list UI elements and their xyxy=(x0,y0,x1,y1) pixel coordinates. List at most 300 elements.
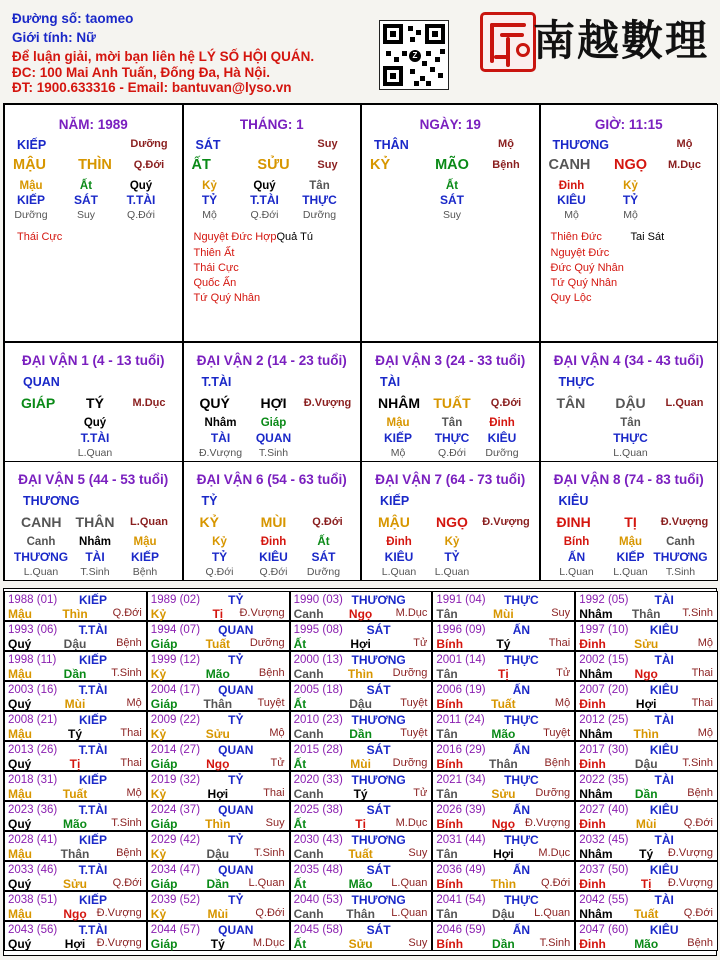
year-stem: Giáp xyxy=(150,637,178,651)
pillar-2[interactable] xyxy=(183,104,362,342)
year-cell[interactable] xyxy=(575,711,718,741)
year-cell[interactable] xyxy=(290,711,433,741)
header xyxy=(0,0,720,100)
year-cell[interactable] xyxy=(290,741,433,771)
year-cell[interactable] xyxy=(290,861,433,891)
hidden-stem: Kỷ xyxy=(212,536,227,548)
earthly-branch: THÂN xyxy=(75,514,115,530)
year-stem: Đinh xyxy=(579,817,606,831)
year-cell[interactable] xyxy=(290,651,433,681)
year-cell[interactable] xyxy=(432,861,575,891)
year-stage: Bệnh xyxy=(687,787,713,799)
year-cell[interactable] xyxy=(432,711,575,741)
year-cell[interactable] xyxy=(290,801,433,831)
year-branch: Dần xyxy=(492,937,515,951)
year-stem: Bính xyxy=(436,697,464,711)
year-cell[interactable] xyxy=(575,801,718,831)
year-label: 2008 (21) xyxy=(8,714,58,726)
year-label: 2040 (53) xyxy=(293,894,343,906)
year-ten-god: THƯƠNG xyxy=(351,893,406,907)
hidden-stem: Giáp xyxy=(260,417,287,429)
year-stage: Dưỡng xyxy=(392,667,428,679)
year-stage: Tử xyxy=(413,637,428,649)
year-cell[interactable] xyxy=(575,741,718,771)
year-branch: Tuất xyxy=(62,787,88,801)
year-stem: Kỷ xyxy=(150,787,167,801)
year-branch: Thân xyxy=(346,907,375,921)
year-stem: Tân xyxy=(436,727,458,741)
year-label: 2042 (55) xyxy=(579,894,629,906)
year-label: 2039 (52) xyxy=(150,894,201,906)
hidden-ten-god: KIẾP xyxy=(130,550,160,564)
year-cell[interactable] xyxy=(147,741,290,771)
year-stage: Suy xyxy=(551,607,571,619)
year-cell[interactable] xyxy=(147,891,290,921)
luck-title: ĐẠI VẬN 3 (24 - 33 tuổi) xyxy=(375,353,526,368)
hidden-stage: Suy xyxy=(76,209,96,221)
pillar-3[interactable] xyxy=(361,104,540,342)
year-branch: Ngọ xyxy=(206,757,230,771)
year-stage: Suy xyxy=(408,937,428,949)
ten-god-stem: SÁT xyxy=(195,138,221,152)
hidden-stage: Q.Đới xyxy=(127,209,155,221)
year-branch: Hợi xyxy=(635,697,657,711)
year-stem: Canh xyxy=(293,787,324,801)
year-ten-god: ẤN xyxy=(512,683,531,697)
year-cell[interactable] xyxy=(432,591,575,621)
year-cell[interactable] xyxy=(4,591,147,621)
hidden-stem: Ất xyxy=(317,536,330,548)
year-branch: Tý xyxy=(67,727,83,741)
year-ten-god: TỶ xyxy=(228,773,244,787)
hidden-stem: Tân xyxy=(309,180,330,192)
year-stage: Q.Đới xyxy=(112,877,142,889)
year-cell[interactable] xyxy=(147,591,290,621)
year-stage: Tuyệt xyxy=(400,697,428,709)
year-ten-god: KIÊU xyxy=(649,923,679,937)
year-stage: Thai xyxy=(263,787,285,799)
ten-god-stem: THÂN xyxy=(374,138,409,152)
year-branch: Dần xyxy=(63,667,87,681)
year-label: 2001 (14) xyxy=(436,654,486,666)
hidden-ten-god: KIẾP xyxy=(616,550,645,564)
hidden-stem: Quý xyxy=(253,180,276,192)
year-cell[interactable] xyxy=(4,621,147,651)
ten-god-stem: TÀI xyxy=(380,375,401,389)
year-label: 2047 (60) xyxy=(579,924,629,936)
luck-pillar-2[interactable] xyxy=(183,342,362,462)
year-cell[interactable] xyxy=(147,831,290,861)
star: Quy Lộc xyxy=(550,292,592,304)
luck-pillar-8[interactable] xyxy=(540,461,719,581)
hidden-ten-god: TỶ xyxy=(201,193,218,207)
hidden-stage: T.Sinh xyxy=(80,566,110,578)
year-label: 2046 (59) xyxy=(436,924,486,936)
year-label: 2004 (17) xyxy=(150,684,201,696)
luck-pillar-1[interactable] xyxy=(4,342,183,462)
year-label: 2044 (57) xyxy=(150,924,201,936)
hidden-stage: Dưỡng xyxy=(302,209,337,221)
year-stage: Tuyệt xyxy=(543,727,571,739)
year-ten-god: TÀI xyxy=(654,893,674,907)
hidden-stage: Dưỡng xyxy=(306,566,341,578)
life-stage: Mộ xyxy=(676,138,693,150)
year-branch: Dậu xyxy=(634,757,658,771)
year-stem: Kỷ xyxy=(150,607,167,621)
year-cell[interactable] xyxy=(575,651,718,681)
qr-code-icon[interactable]: Z xyxy=(379,20,449,90)
luck-pillar-7[interactable] xyxy=(361,461,540,581)
hidden-ten-god: T.TÀI xyxy=(126,193,156,207)
year-ten-god: SÁT xyxy=(366,623,391,637)
year-ten-god: KIÊU xyxy=(649,743,679,757)
year-branch: Sửu xyxy=(205,727,230,741)
hidden-stage: L.Quan xyxy=(613,447,648,459)
earthly-branch: SỬU xyxy=(257,157,290,173)
year-cell[interactable] xyxy=(4,771,147,801)
hidden-stage: Q.Đới xyxy=(250,209,279,221)
hidden-ten-god: TỶ xyxy=(211,550,228,564)
year-stage: Bệnh xyxy=(544,757,571,769)
hidden-ten-god: SÁT xyxy=(440,193,464,207)
luck-pillar-5[interactable] xyxy=(4,461,183,581)
year-cell[interactable] xyxy=(290,771,433,801)
year-cell[interactable] xyxy=(290,591,433,621)
year-ten-god: KIÊU xyxy=(649,803,679,817)
year-stem: Giáp xyxy=(150,757,178,771)
year-ten-god: T.TÀI xyxy=(78,683,108,697)
year-branch: Dậu xyxy=(63,637,87,651)
year-branch: Tý xyxy=(210,937,225,951)
year-stem: Ất xyxy=(293,937,307,951)
year-ten-god: KIẾP xyxy=(78,593,108,607)
year-stage: Thai xyxy=(120,727,142,739)
year-label: 1991 (04) xyxy=(436,594,486,606)
year-cell[interactable] xyxy=(4,801,147,831)
address: ĐC: 100 Mai Anh Tuấn, Đống Đa, Hà Nội. xyxy=(12,65,271,80)
hidden-stem: Tân xyxy=(441,417,463,429)
year-label: 1998 (11) xyxy=(8,654,57,666)
year-stem: Giáp xyxy=(150,937,178,951)
hidden-ten-god: THƯƠNG xyxy=(13,550,69,564)
year-stem: Mậu xyxy=(8,787,32,801)
year-ten-god: TỶ xyxy=(228,593,244,607)
year-branch: Thân xyxy=(203,697,233,711)
hidden-ten-god: THỰC xyxy=(613,431,648,445)
luck-pillar-3[interactable] xyxy=(361,342,540,462)
year-cell[interactable] xyxy=(432,771,575,801)
hidden-ten-god: KIẾP xyxy=(383,431,413,445)
hidden-stem: Kỷ xyxy=(444,536,460,548)
year-cell[interactable] xyxy=(4,741,147,771)
hidden-stem: Ất xyxy=(445,180,459,192)
year-cell[interactable] xyxy=(432,681,575,711)
year-stem: Nhâm xyxy=(579,727,613,741)
year-stem: Giáp xyxy=(150,877,178,891)
year-cell[interactable] xyxy=(290,921,433,951)
year-stem: Quý xyxy=(8,937,32,951)
year-cell[interactable] xyxy=(432,741,575,771)
year-cell[interactable] xyxy=(290,831,433,861)
year-label: 2003 (16) xyxy=(8,684,58,696)
year-ten-god: TỶ xyxy=(228,653,244,667)
year-cell[interactable] xyxy=(432,921,575,951)
year-ten-god: QUAN xyxy=(218,623,254,637)
year-stem: Quý xyxy=(8,817,32,831)
stage: Đ.Vượng xyxy=(660,516,709,528)
year-ten-god: TỶ xyxy=(228,833,244,847)
contact-note[interactable]: Để luận giải, mời bạn liên hệ LÝ SỐ HỘI QUÁN. xyxy=(12,49,315,64)
year-stage: Đ.Vượng xyxy=(667,877,713,889)
year-ten-god: SÁT xyxy=(366,803,391,817)
year-cell[interactable] xyxy=(575,831,718,861)
hidden-stem: Đinh xyxy=(558,180,585,192)
year-cell[interactable] xyxy=(4,861,147,891)
year-label: 2020 (33) xyxy=(293,774,343,786)
year-stage: Q.Đới xyxy=(540,877,571,889)
year-stage: Mộ xyxy=(126,787,142,799)
ten-god-stem: THƯƠNG xyxy=(23,494,80,508)
phone-email[interactable]: ĐT: 1900.633316 - Email: bantuvan@lyso.vn xyxy=(12,80,292,95)
year-stage: Thai xyxy=(691,667,713,679)
year-label: 2043 (56) xyxy=(8,924,58,936)
year-branch: Sửu xyxy=(62,877,88,891)
year-cell[interactable] xyxy=(575,681,718,711)
year-stem: Nhâm xyxy=(579,607,613,621)
stage: Q.Đới xyxy=(133,159,165,171)
year-stem: Nhâm xyxy=(579,787,613,801)
stage: M.Dục xyxy=(668,159,701,171)
year-label: 2021 (34) xyxy=(436,774,486,786)
year-stem: Canh xyxy=(293,907,324,921)
year-stage: Tử xyxy=(270,757,285,769)
hidden-stem: Đinh xyxy=(489,417,515,429)
year-label: 2012 (25) xyxy=(579,714,629,726)
heavenly-stem: QUÝ xyxy=(199,395,230,411)
pillar-4[interactable] xyxy=(540,104,719,342)
year-stem: Tân xyxy=(436,907,458,921)
year-stem: Đinh xyxy=(579,757,606,771)
year-label: 2035 (48) xyxy=(293,864,343,876)
year-cell[interactable] xyxy=(575,921,718,951)
year-cell[interactable] xyxy=(575,861,718,891)
year-stage: Q.Đới xyxy=(683,817,713,829)
luck-pillar-6[interactable] xyxy=(183,461,362,581)
chart-grid xyxy=(3,103,717,581)
year-label: 2002 (15) xyxy=(579,654,629,666)
year-cell[interactable] xyxy=(147,921,290,951)
year-cell[interactable] xyxy=(4,921,147,951)
year-ten-god: ẤN xyxy=(512,923,531,937)
year-stem: Ất xyxy=(293,757,307,771)
heavenly-stem: ẤT xyxy=(191,157,211,173)
ten-god-stem: TỶ xyxy=(201,494,218,508)
year-cell[interactable] xyxy=(575,591,718,621)
year-stem: Bính xyxy=(436,937,464,951)
year-cell[interactable] xyxy=(4,651,147,681)
year-stage: Suy xyxy=(265,817,285,829)
year-cell[interactable] xyxy=(4,831,147,861)
year-stem: Tân xyxy=(436,607,458,621)
year-stem: Canh xyxy=(293,727,324,741)
year-cell[interactable] xyxy=(290,891,433,921)
year-label: 1997 (10) xyxy=(579,624,629,636)
pillar-title: NĂM: 1989 xyxy=(58,117,128,132)
pillar-1[interactable] xyxy=(4,104,183,342)
year-branch: Hợi xyxy=(493,847,514,861)
year-cell[interactable] xyxy=(432,831,575,861)
year-branch: Dần xyxy=(349,727,372,741)
year-label: 2024 (37) xyxy=(150,804,201,816)
year-stem: Canh xyxy=(293,847,324,861)
year-cell[interactable] xyxy=(575,771,718,801)
year-stage: Mộ xyxy=(554,697,571,709)
year-stage: Mộ xyxy=(697,637,713,649)
hidden-ten-god: TÀI xyxy=(210,431,231,445)
year-cell[interactable] xyxy=(575,621,718,651)
earthly-branch: TUẤT xyxy=(433,395,471,411)
star: Nguyệt Đức Hợp xyxy=(193,231,277,243)
year-cell[interactable] xyxy=(432,891,575,921)
year-ten-god: T.TÀI xyxy=(78,803,108,817)
year-stem: Ất xyxy=(293,637,307,651)
earthly-branch: DẬU xyxy=(615,395,646,411)
year-cell[interactable] xyxy=(147,711,290,741)
year-branch: Ngọ xyxy=(634,667,658,681)
year-ten-god: QUAN xyxy=(218,863,254,877)
year-cell[interactable] xyxy=(147,771,290,801)
year-cell[interactable] xyxy=(147,681,290,711)
hidden-ten-god: THỰC xyxy=(434,431,470,445)
year-stem: Nhâm xyxy=(579,667,613,681)
year-stem: Quý xyxy=(8,757,32,771)
year-ten-god: TỶ xyxy=(228,713,244,727)
hidden-stem: Mậu xyxy=(619,536,642,548)
stage: Đ.Vượng xyxy=(482,516,530,528)
year-stem: Quý xyxy=(8,877,32,891)
year-stage: Dưỡng xyxy=(249,637,285,649)
year-stage: L.Quan xyxy=(391,907,428,919)
year-cell[interactable] xyxy=(290,621,433,651)
year-ten-god: QUAN xyxy=(218,803,254,817)
year-label: 2026 (39) xyxy=(436,804,486,816)
year-branch: Thân xyxy=(631,607,661,621)
earthly-branch: HỢI xyxy=(260,395,287,411)
owner-name: Đường số: taomeo xyxy=(12,11,134,26)
year-ten-god: KIẾP xyxy=(78,773,108,787)
hidden-stage: Suy xyxy=(442,209,462,221)
year-stem: Quý xyxy=(8,637,32,651)
earthly-branch: MÃO xyxy=(435,157,469,173)
year-stage: Q.Đới xyxy=(683,907,713,919)
year-branch: Dần xyxy=(634,787,658,801)
hidden-ten-god: ẤN xyxy=(567,550,586,564)
year-branch: Dậu xyxy=(206,847,230,861)
year-cell[interactable] xyxy=(147,801,290,831)
year-label: 1993 (06) xyxy=(8,624,58,636)
year-branch: Mùi xyxy=(493,607,514,621)
hidden-ten-god: T.TÀI xyxy=(250,193,279,207)
heavenly-stem: CANH xyxy=(21,514,62,530)
heavenly-stem: KỶ xyxy=(370,157,391,173)
year-branch: Tị xyxy=(212,607,224,621)
year-stem: Mậu xyxy=(8,907,32,921)
year-ten-god: SÁT xyxy=(366,863,391,877)
year-cell[interactable] xyxy=(4,681,147,711)
year-ten-god: THỰC xyxy=(504,713,539,727)
year-branch: Tuất xyxy=(633,907,659,921)
year-label: 2025 (38) xyxy=(293,804,343,816)
stage: Bệnh xyxy=(492,159,520,171)
year-stage: T.Sinh xyxy=(682,757,713,769)
year-ten-god: THƯƠNG xyxy=(351,833,406,847)
year-cell[interactable] xyxy=(290,681,433,711)
hidden-stage: Dưỡng xyxy=(14,209,48,221)
year-label: 2007 (20) xyxy=(579,684,629,696)
hidden-stem: Ất xyxy=(79,180,93,192)
year-ten-god: THƯƠNG xyxy=(351,773,406,787)
year-ten-god: THỰC xyxy=(504,593,539,607)
year-stage: L.Quan xyxy=(534,907,571,919)
luck-pillar-4[interactable] xyxy=(540,342,719,462)
earthly-branch: NGỌ xyxy=(436,514,468,530)
year-branch: Thân xyxy=(489,757,518,771)
year-ten-god: TÀI xyxy=(654,653,674,667)
year-branch: Thìn xyxy=(205,817,231,831)
brand-logo: 南越數理 xyxy=(533,16,710,65)
luck-title: ĐẠI VẬN 7 (64 - 73 tuổi) xyxy=(375,472,526,487)
luck-title: ĐẠI VẬN 8 (74 - 83 tuổi) xyxy=(553,472,704,487)
year-ten-god: TÀI xyxy=(654,773,674,787)
life-stage: Dưỡng xyxy=(130,138,168,150)
hidden-stage: Q.Đới xyxy=(205,566,234,578)
year-branch: Sửu xyxy=(348,937,373,951)
year-label: 2030 (43) xyxy=(293,834,343,846)
year-stage: Tử xyxy=(556,667,571,679)
year-cell[interactable] xyxy=(147,621,290,651)
year-cell[interactable] xyxy=(575,891,718,921)
heavenly-stem: TÂN xyxy=(556,395,586,411)
year-cell[interactable] xyxy=(432,621,575,651)
year-branch: Sửu xyxy=(634,637,659,651)
year-cell[interactable] xyxy=(4,891,147,921)
year-cell[interactable] xyxy=(147,861,290,891)
hidden-ten-god: SÁT xyxy=(311,550,336,564)
star: Thái Cực xyxy=(193,262,239,274)
year-cell[interactable] xyxy=(432,651,575,681)
year-stage: Mộ xyxy=(126,697,142,709)
year-label: 2005 (18) xyxy=(293,684,343,696)
year-stem: Kỷ xyxy=(150,667,167,681)
hidden-ten-god: QUAN xyxy=(255,431,292,445)
year-label: 2033 (46) xyxy=(8,864,58,876)
year-cell[interactable] xyxy=(147,651,290,681)
year-cell[interactable] xyxy=(432,801,575,831)
stage: L.Quan xyxy=(665,397,704,409)
year-stage: Đ.Vượng xyxy=(96,937,142,949)
year-stem: Nhâm xyxy=(579,907,613,921)
year-cell[interactable] xyxy=(4,711,147,741)
year-label: 2038 (51) xyxy=(8,894,58,906)
year-branch: Dần xyxy=(206,877,230,891)
year-stem: Kỷ xyxy=(150,727,167,741)
year-stem: Bính xyxy=(436,817,464,831)
hidden-ten-god: KIẾP xyxy=(16,193,46,207)
year-label: 2029 (42) xyxy=(150,834,201,846)
year-ten-god: ẤN xyxy=(512,863,531,877)
star: Thiên Ất xyxy=(193,247,235,259)
year-stage: Dưỡng xyxy=(392,757,428,769)
